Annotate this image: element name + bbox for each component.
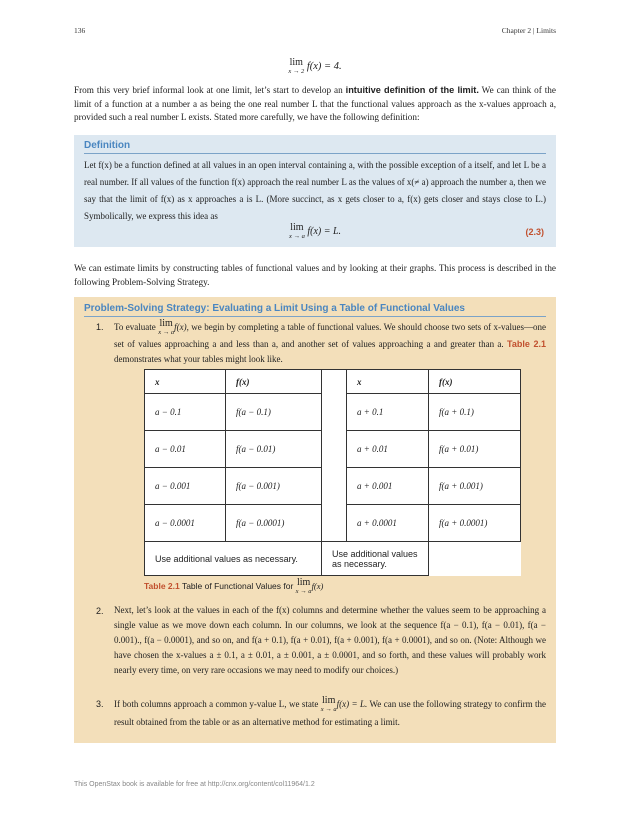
table-cell: a − 0.0001	[145, 505, 226, 542]
table-header-x-right: x	[347, 370, 429, 394]
caption-table-ref: Table 2.1	[144, 581, 180, 591]
table-header-fx-right: f(x)	[429, 370, 521, 394]
table-cell: f(a + 0.0001)	[429, 505, 521, 542]
table-cell: a − 0.001	[145, 468, 226, 505]
step3-fx: f(x) = L.	[336, 699, 368, 709]
intro-paragraph	[74, 84, 556, 125]
step3-text-a: If both columns approach a common y-value L, we state	[114, 699, 321, 709]
step1-sub: x → a	[158, 329, 175, 336]
table-cell: a − 0.1	[145, 394, 226, 431]
top-eq-lim: lim	[289, 57, 303, 68]
intro-bold-term: intuitive definition of the limit.	[345, 85, 479, 95]
top-eq-rest: f(x) = 4.	[306, 61, 342, 73]
table-cell: a + 0.001	[347, 468, 429, 505]
table-footer-row	[145, 542, 521, 576]
caption-sub: x → a	[295, 588, 312, 595]
top-eq-sub: x → 2	[288, 68, 305, 75]
caption-text: Table of Functional Values for	[179, 581, 296, 591]
intro-text-a: From this very brief informal look at one limit, let’s start to develop an	[74, 85, 346, 95]
table-cell: f(a + 0.01)	[429, 431, 521, 468]
equation-number: (2.3)	[525, 227, 544, 237]
definition-box	[74, 135, 556, 247]
step1-fx: f(x),	[174, 321, 189, 332]
page-footer: This OpenStax book is available for free at http://cnx.org/content/col11964/1.2	[74, 781, 315, 788]
strategy-box	[74, 297, 556, 743]
step3-lim: lim	[322, 695, 336, 707]
strategy-title-rule	[84, 316, 546, 317]
estimate-paragraph: We can estimate limits by constructing tables of functional values and by looking at their graphs. This process is described in the following Problem-Solving Strategy.	[74, 263, 556, 287]
definition-title: Definition	[84, 140, 131, 151]
page-number: 136	[74, 26, 86, 35]
step3-text	[114, 696, 546, 731]
table-cell: f(a + 0.1)	[429, 394, 521, 431]
step1-number: 1.	[96, 322, 104, 332]
top-equation	[0, 58, 630, 76]
def-eq-sub: x → a	[288, 233, 305, 240]
step1-text	[114, 319, 546, 368]
table-cell: a − 0.01	[145, 431, 226, 468]
functional-values-table	[144, 369, 521, 576]
step1-text-b: we begin by completing a table of functional values. We should choose two sets of x-values—one set of values approaching a and less than a, and another set of values approaching a and greater than a.	[114, 321, 546, 349]
table-cell: a + 0.0001	[347, 505, 429, 542]
table-cell: f(a + 0.001)	[429, 468, 521, 505]
step1-text-c: demonstrates what your tables might look like.	[114, 354, 283, 364]
table-cell: a + 0.01	[347, 431, 429, 468]
table-footer-left: Use additional values as necessary.	[145, 542, 322, 576]
step3-sub: x → a	[320, 706, 337, 714]
caption-lim: lim	[296, 577, 311, 588]
step1-lim: lim	[159, 318, 173, 329]
strategy-title: Problem-Solving Strategy: Evaluating a Limit Using a Table of Functional Values	[84, 303, 465, 314]
table-footer-right: Use additional values as necessary.	[322, 542, 429, 576]
def-eq-rest: f(x) = L.	[307, 226, 342, 238]
definition-text: Let f(x) be a function defined at all values in an open interval containing a, with the possible exception of a itself, and let L be a real number. If all values of the function f(x) approach the real number L as the values of x(≠ a) approach the number a, then we say that the limit of f(x) as x approaches a is L. (More succinct, as x gets closer to a, f(x) gets closer and stays close to L.) Symbolically, we express this idea as	[84, 160, 546, 221]
definition-equation	[74, 223, 556, 241]
table-cell: f(a − 0.01)	[226, 431, 322, 468]
table-cell: f(a − 0.1)	[226, 394, 322, 431]
step3-number: 3.	[96, 699, 104, 709]
table-header-fx-left: f(x)	[226, 370, 322, 394]
step1-table-link[interactable]: Table 2.1	[507, 338, 546, 349]
step3-text-b: We can use the following strategy to confirm the result obtained from the table or as an alternative method for estimating a limit.	[114, 699, 546, 727]
def-eq-lim: lim	[290, 222, 304, 233]
step1-text-a: To evaluate	[114, 321, 159, 332]
intro-text-b: We can think of the limit of a function at a number a as being the one real number L that the functional values approach as the x-values approach a, provided such a real number L exists. Stated more carefully, we have the following definition:	[74, 85, 556, 122]
table-cell: f(a − 0.001)	[226, 468, 322, 505]
table-cell: a + 0.1	[347, 394, 429, 431]
step2-text: Next, let’s look at the values in each of the f(x) columns and determine whether the values seem to be approaching a single value as we move down each column. In our columns, we look at the sequence f(a − 0.1), f(a − 0.01), f(a − 0.001)., f(a − 0.0001), and so on, and f(a + 0.1), f(a + 0.01), f(a + 0.001), f(a + 0.0001), and so on. (Note: Although we have chosen the x-values a ± 0.1, a ± 0.01, a ± 0.001, a ± 0.0001, and so forth, and these values will probably work nearly every time, on very rare occasions we may need to modify our choices.)	[114, 605, 546, 675]
definition-title-rule	[84, 153, 546, 154]
chapter-header: Chapter 2 | Limits	[501, 26, 556, 35]
table-gap-column	[322, 370, 347, 542]
table-header-row	[145, 370, 521, 394]
step2-number: 2.	[96, 606, 104, 616]
table-cell: f(a − 0.0001)	[226, 505, 322, 542]
caption-fx: f(x)	[311, 581, 324, 591]
table-header-x-left: x	[145, 370, 226, 394]
table-caption	[144, 578, 323, 596]
